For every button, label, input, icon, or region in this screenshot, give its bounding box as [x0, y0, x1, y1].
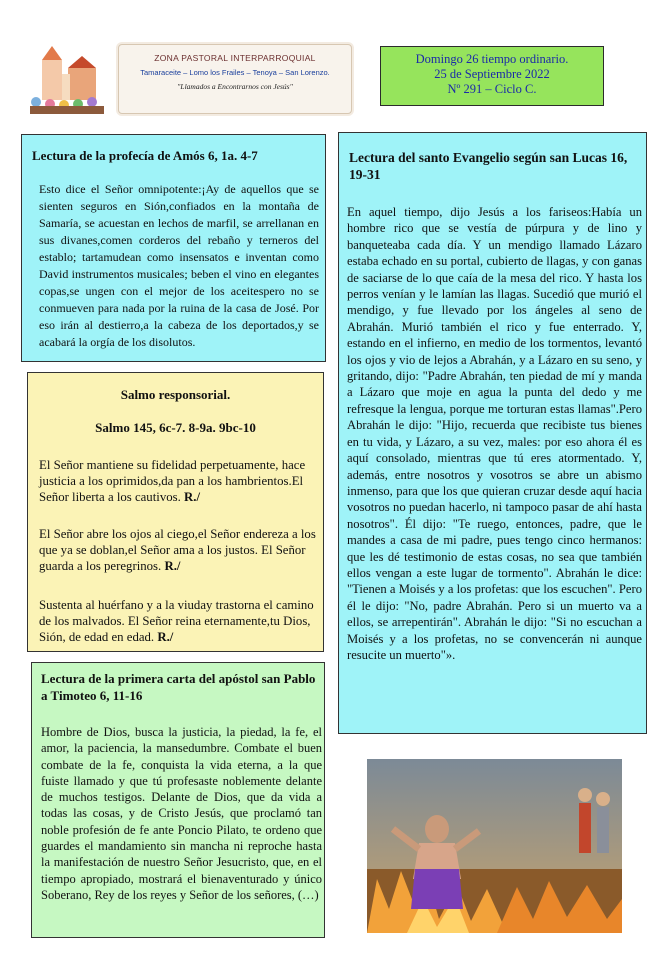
salmo-ref: Salmo 145, 6c-7. 8-9a. 9bc-10 [95, 420, 256, 435]
response-mark: R./ [164, 559, 181, 573]
reading-gospel [338, 132, 647, 734]
parish-list: Tamaraceite – Lomo los Frailes – Tenoya – San Lorenzo. [140, 68, 330, 77]
amos-text: Esto dice el Señor omnipotente:¡Ay de aquellos que se sienten seguros en Sión,confiados en la montaña de Samaría, se acuestan en lechos de marfil, se arrellanan en sus divanes,comen corderos del rebaño y terneros del establo; tartamudean como insensatos e inventan como David instrumentos musicales; beben el vino en elegantes copas,se ungen con el mejor de los aceitespero no se conmueven para nada por la ruina de la casa de José. Por eso irán al destierro,a la cabeza de los deportados,y se acabará la orgía de los disolutos. [39, 182, 319, 349]
reading-amos [21, 134, 326, 362]
gospel-title: Lectura del santo Evangelio según san Lucas 16, 19-31 [349, 150, 628, 182]
timoteo-text: Hombre de Dios, busca la justicia, la piedad, la fe, el amor, la paciencia, la mansedumbre. Combate el buen combate de la fe, conquista la vida eterna, a la que fuiste llamado y que tú profesaste noblemente delante de muchos testigos. Delante de Dios, que da vida a todas las cosas, y de Cristo Jesús, que proclamó tan noble profesión de fe ante Poncio Pilato, te ordeno que guardes el mandamiento sin mancha ni reproche hasta la manifestación de nuestro Señor Jesucristo, que, en el tiempo apropiado, mostrará el bienaventurado y único Soberano, Rey de los reyes y Señor de los señores, (…) [41, 725, 322, 902]
salmo-verse-1: El Señor mantiene su fidelidad perpetuamente, hace justicia a los oprimidos,da pan a los hambrientos.El Señor liberta a los cautivos. R./ [39, 458, 306, 504]
salmo-title: Salmo responsorial. [120, 387, 231, 402]
response-mark: R./ [157, 630, 174, 644]
date-line-2: 25 de Septiembre 2022 [434, 67, 550, 81]
amos-title: Lectura de la profecía de Amós 6, 1a. 4-7 [32, 148, 258, 163]
reading-timoteo [31, 662, 325, 938]
salmo-verse-3: Sustenta al huérfano y a la viuday trastorna el camino de los malvados. El Señor reina eternamente,tu Dios, Sión, de edad en edad. R./ [39, 598, 314, 644]
date-line-3: Nº 291 – Ciclo C. [447, 82, 537, 96]
date-line-1: Domingo 26 tiempo ordinario. [415, 52, 569, 66]
zona-title: ZONA PASTORAL INTERPARROQUIAL [154, 53, 316, 63]
gospel-text: En aquel tiempo, dijo Jesús a los fariseos:Había un hombre rico que se vestía de púrpura y de lino y banqueteaba cada día. Y un mendigo llamado Lázaro estaba echado en su portal, cubierto de llagas, y con ganas de saciarse de lo que caía de la mesa del rico. Y hasta los perros venían y le lamían las llagas. Sucedió que murió el mendigo, y fue llevado por los ángeles al seno de Abrahán. Murió también el rico y fue enterrado. Y, estando en el infierno, en medio de los tormentos, levantó los ojos y vio de lejos a Abrahán, y a Lázaro en su seno, y gritando, dijo: "Padre Abrahán, ten piedad de mí y manda a Lázaro que moje en agua la punta del dedo y me refresque la lengua, porque me torturan estas llamas".Pero Abrahán le dijo: "Hijo, recuerda que recibiste tus bienes en tu vida, y Lázaro, a su vez, males: por eso ahora él es aquí consolado, mientras que tú eres atormentado. Y, además, entre nosotros y vosotros se abre un abismo inmenso, para que los que quieran cruzar desde aquí hacia vosotros no puedan hacerlo, ni tampoco pasar de ahí hasta nosotros". Él dijo: "Te ruego, entonces, padre, que le mandes a casa de mi padre, pues tengo cinco hermanos: que les dé testimonio de estas cosas, no sea que también ellos vengan a este lugar de tormento". Abrahán le dice: "Tienen a Moisés y a los profetas: que los escuchen". Pero él le dijo: "No, padre Abrahán. Pero si un muerto va a ellos, se arrepentirán". Abrahán le dijo: "Si no escuchan a Moisés y a los profetas, no se convencerán ni aunque resucite un muerto"». [347, 205, 642, 662]
parish-illustration [28, 42, 108, 116]
salmo-responsorial [27, 372, 324, 652]
motto: "Llamados a Encontrarnos con Jesús" [177, 82, 293, 91]
timoteo-title: Lectura de la primera carta del apóstol san Pablo a Timoteo 6, 11-16 [41, 671, 316, 703]
date-box [380, 46, 604, 106]
rich-man-lazarus-illustration [367, 759, 622, 933]
zona-pastoral-banner [118, 44, 352, 114]
salmo-verse-2: El Señor abre los ojos al ciego,el Señor endereza a los que ya se doblan,el Señor ama a los justos. El Señor guarda a los peregrinos. R./ [39, 527, 316, 573]
response-mark: R./ [184, 490, 200, 504]
